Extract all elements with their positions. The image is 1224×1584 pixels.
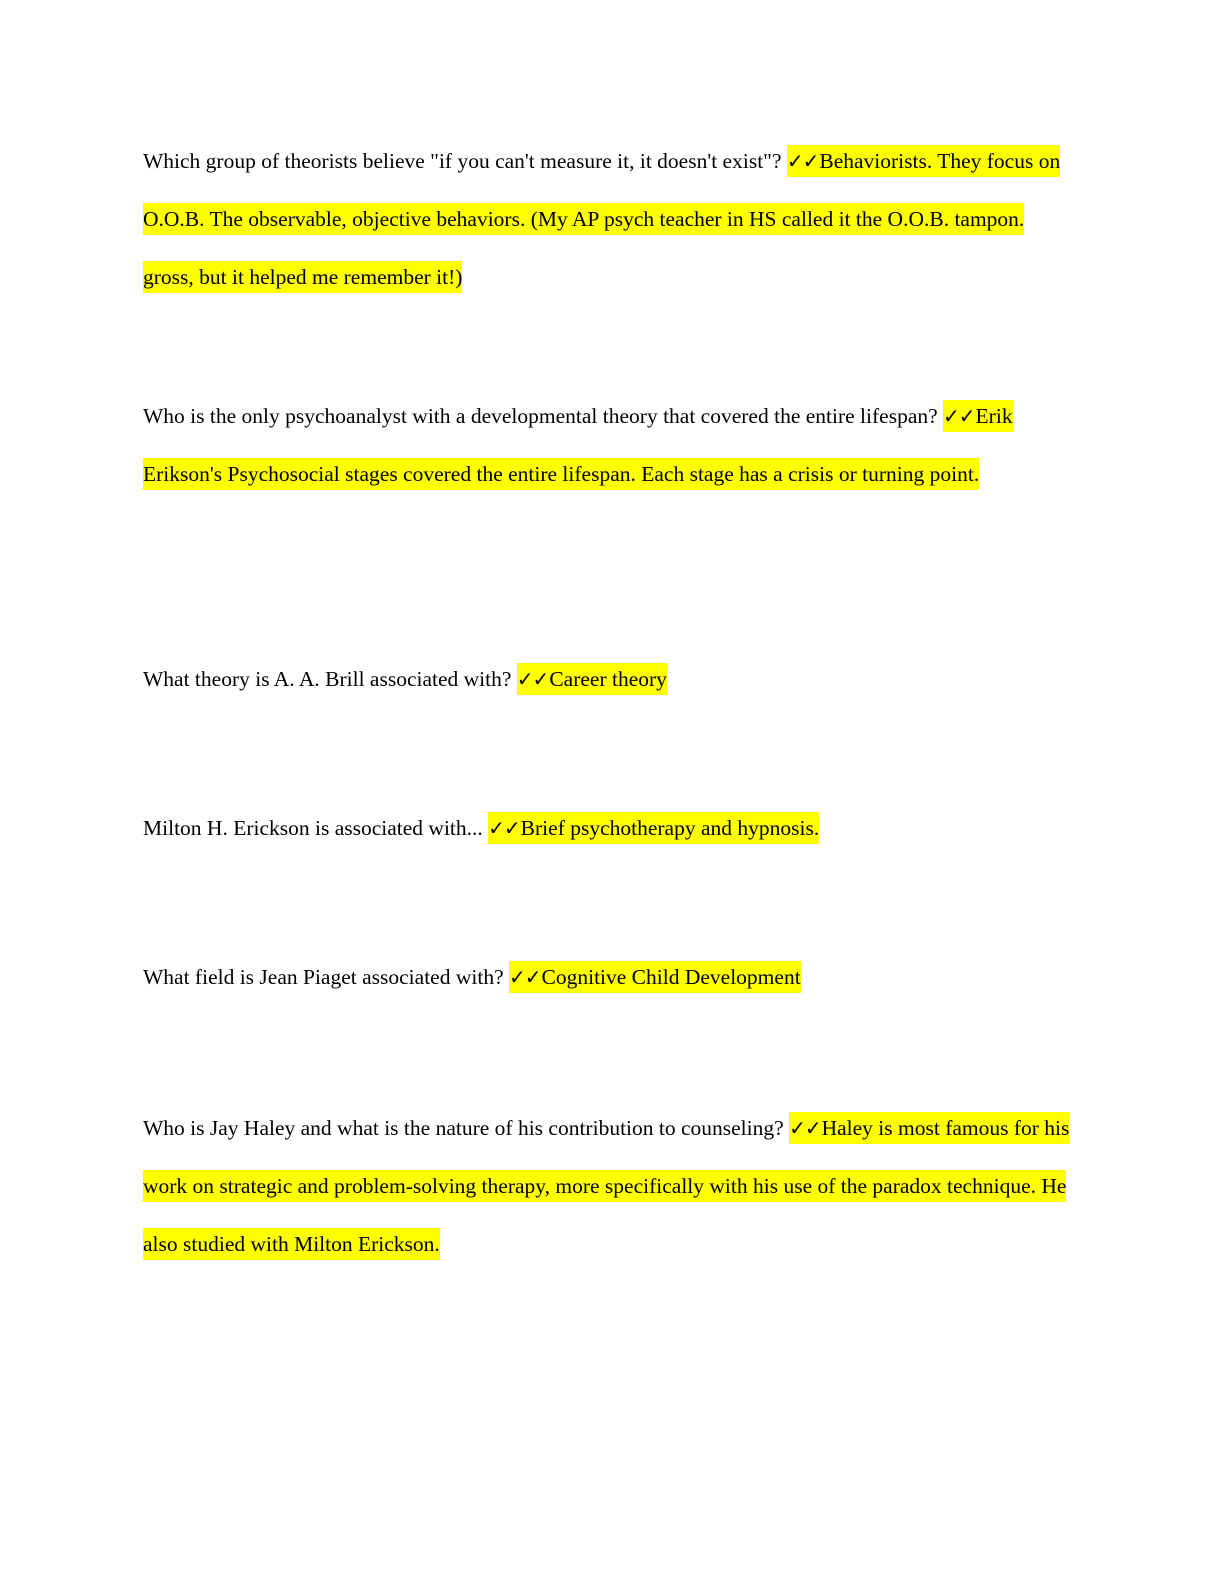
answer-text: Career theory (549, 667, 667, 691)
qa-item (143, 799, 1078, 857)
answer-highlight (517, 663, 667, 695)
double-check-icon: ✓✓ (786, 149, 819, 173)
answer-text: Behaviorists. They focus on O.O.B. The observable, objective behaviors. (My AP psych teacher in HS called it the O.O.B. tampon. gross, but it helped me remember it!) (143, 149, 1061, 289)
question-text: What theory is A. A. Brill associated with? (143, 667, 517, 691)
answer-text: Erik Erikson's Psychosocial stages covered the entire lifespan. Each stage has a crisis or turning point. (143, 404, 1013, 486)
answer-highlight (488, 812, 819, 844)
double-check-icon: ✓✓ (789, 1116, 821, 1140)
question-text: Who is the only psychoanalyst with a developmental theory that covered the entire lifespan? (143, 404, 944, 428)
qa-item (143, 1099, 1078, 1273)
double-check-icon: ✓✓ (508, 965, 541, 989)
qa-item (143, 650, 1078, 708)
answer-highlight (509, 961, 801, 993)
question-text: What field is Jean Piaget associated with? (143, 965, 509, 989)
qa-item (143, 132, 1078, 306)
double-check-icon: ✓✓ (943, 404, 975, 428)
answer-text: Haley is most famous for his work on strategic and problem-solving therapy, more specifically with his use of the paradox technique. He also studied with Milton Erickson. (143, 1116, 1070, 1256)
question-text: Which group of theorists believe "if you can't measure it, it doesn't exist"? (143, 149, 787, 173)
question-text: Who is Jay Haley and what is the nature of his contribution to counseling? (143, 1116, 790, 1140)
double-check-icon: ✓✓ (488, 816, 520, 840)
qa-item (143, 948, 1078, 1006)
double-check-icon: ✓✓ (516, 667, 549, 691)
answer-text: Brief psychotherapy and hypnosis. (520, 816, 820, 840)
qa-item (143, 387, 1078, 503)
question-text: Milton H. Erickson is associated with... (143, 816, 489, 840)
answer-text: Cognitive Child Development (541, 965, 801, 989)
